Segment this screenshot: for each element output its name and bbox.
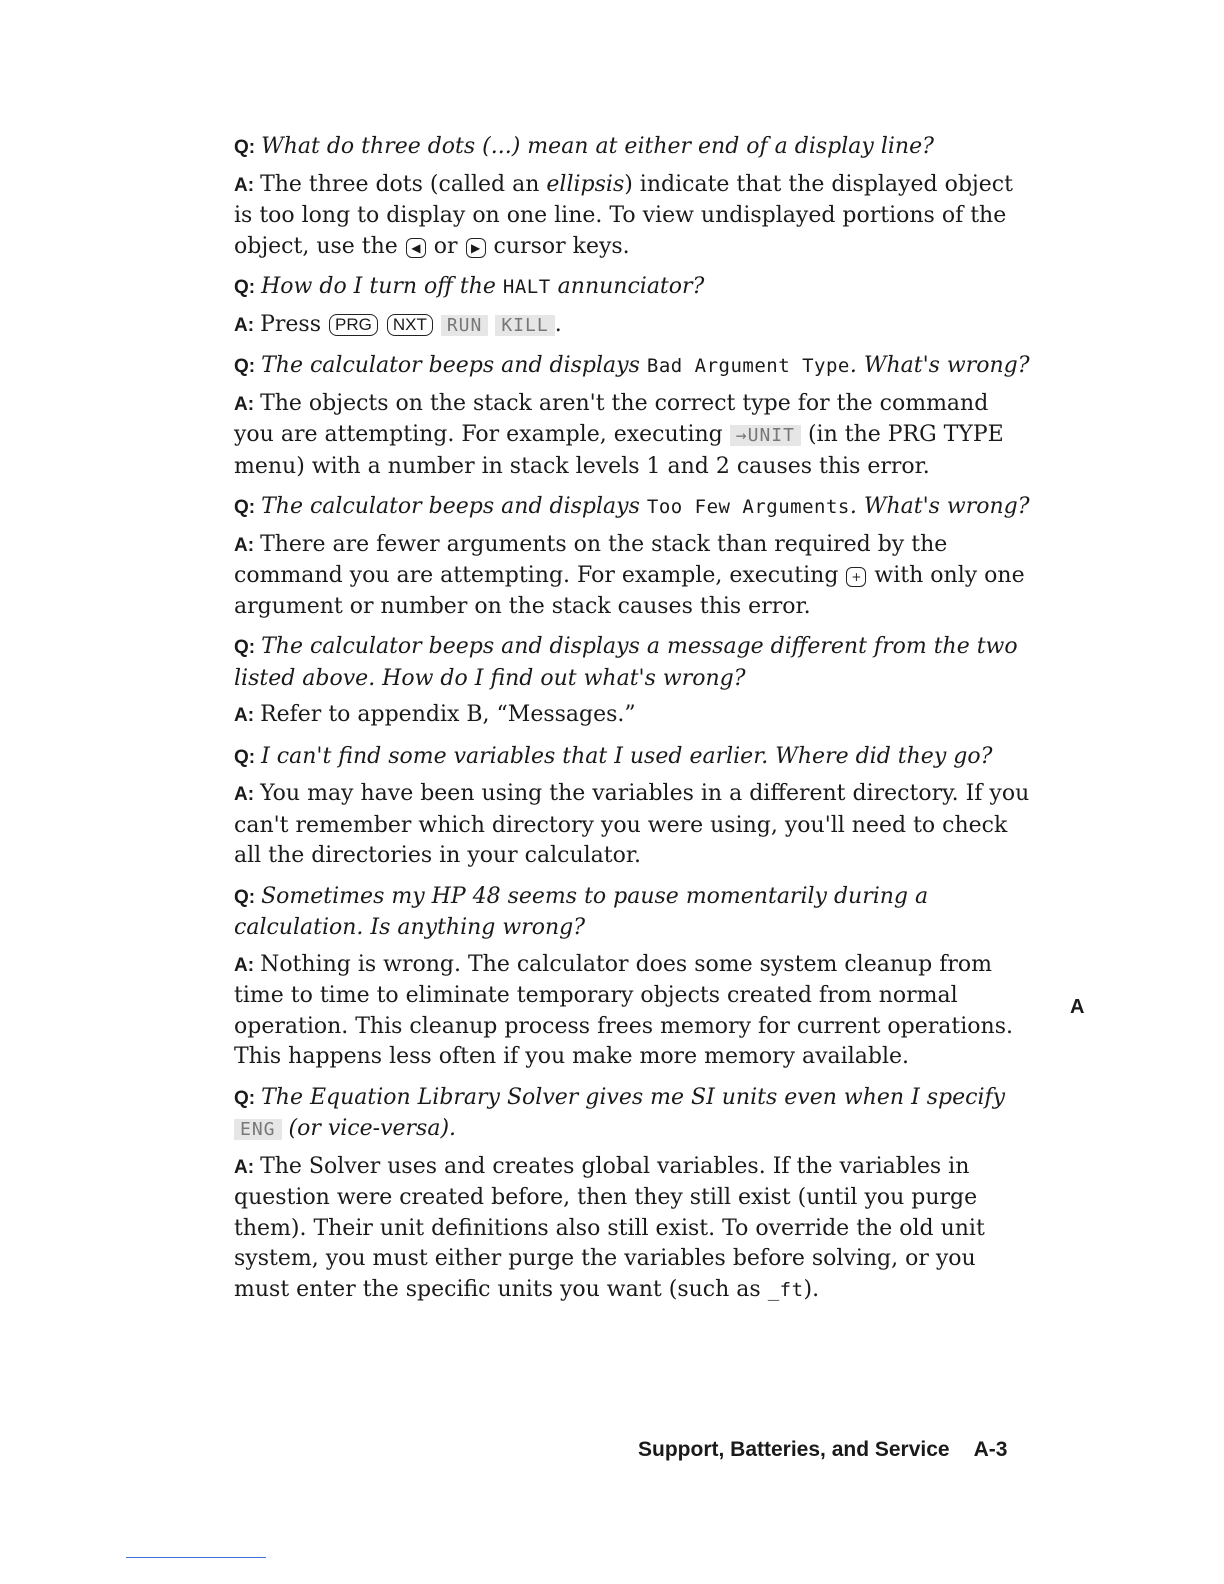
prg-key-icon: PRG	[329, 314, 378, 336]
a-label: A:	[234, 784, 255, 805]
qa-item	[234, 492, 1034, 622]
question-text: The calculator beeps and displays	[261, 353, 647, 378]
unit-example: _ft	[767, 1278, 804, 1301]
a-label: A:	[234, 705, 255, 726]
answer-text: ) indicate that the displayed object is too long to display on one line. To view undisplayed portions of the object, use the	[234, 171, 1013, 259]
answer	[234, 779, 1034, 872]
question	[234, 882, 1034, 944]
answer	[234, 389, 1034, 483]
q-label: Q:	[234, 746, 256, 768]
spacer-text	[379, 312, 386, 337]
page-footer	[638, 1438, 1007, 1462]
answer-text: ).	[803, 1276, 820, 1302]
question-text: How do I turn off the	[261, 274, 503, 299]
question-text: What do three dots (...) mean at either end of a display line?	[261, 134, 934, 159]
question-text: (or vice-versa).	[281, 1116, 457, 1141]
question-text: Sometimes my HP 48 seems to pause momentarily during a calculation. Is anything wrong?	[234, 883, 929, 940]
a-label: A:	[234, 1156, 255, 1178]
qa-item	[234, 742, 1034, 872]
answer	[234, 170, 1034, 263]
answer-text: Refer to appendix B, “Messages.”	[260, 702, 636, 727]
question	[234, 132, 1034, 164]
qa-item	[234, 132, 1034, 262]
spacer-text	[434, 312, 441, 337]
answer-text: (in the PRG TYPE menu) with a number in stack levels 1 and 2 causes this error.	[234, 422, 1004, 479]
question	[234, 742, 1034, 774]
question	[234, 351, 1034, 383]
question	[234, 632, 1034, 694]
right-arrow-key-icon: ▶	[466, 238, 486, 258]
question	[234, 492, 1034, 524]
q-label: Q:	[234, 277, 256, 298]
display-message: Bad Argument Type	[646, 355, 850, 377]
answer-text: .	[554, 311, 562, 337]
answer-text-italic: ellipsis	[546, 171, 625, 197]
answer	[234, 310, 1034, 342]
kill-softkey: KILL	[495, 315, 554, 336]
display-message: Too Few Arguments	[646, 496, 850, 518]
footer-divider	[126, 1557, 266, 1558]
answer-text: Press	[260, 311, 328, 337]
qa-item	[234, 882, 1034, 1073]
a-label: A:	[234, 314, 255, 336]
qa-item	[234, 632, 1034, 732]
question-text: annunciator?	[550, 274, 705, 299]
question-text: . What's wrong?	[849, 353, 1030, 378]
answer	[234, 700, 1034, 732]
left-arrow-key-icon: ◀	[406, 238, 426, 258]
q-label: Q:	[234, 1087, 256, 1109]
answer	[234, 530, 1034, 623]
faq-content	[234, 132, 1034, 1315]
qa-item	[234, 1083, 1034, 1306]
page-number: A-3	[973, 1438, 1008, 1461]
answer-text: The objects on the stack aren't the correct type for the command you are attempting. For example, executing	[234, 390, 989, 447]
a-label: A:	[234, 174, 255, 196]
plus-key-icon: +	[846, 567, 866, 587]
question-text: I can't find some variables that I used earlier. Where did they go?	[261, 743, 993, 769]
nxt-key-icon: NXT	[387, 314, 433, 336]
answer-text: The three dots (called an	[260, 171, 547, 197]
answer-text: or	[426, 233, 465, 259]
question-text: The calculator beeps and displays a message different from the two listed above. How do I find out what's wrong?	[234, 634, 1018, 691]
q-label: Q:	[234, 886, 256, 908]
answer	[234, 1152, 1034, 1306]
answer-text: Nothing is wrong. The calculator does some system cleanup from time to time to eliminate temporary objects created from normal operation. This cleanup process frees memory for current operations. This happens less often if you make more memory available.	[234, 951, 1013, 1069]
question	[234, 1083, 1034, 1146]
unit-softkey: →UNIT	[730, 425, 801, 446]
q-label: Q:	[234, 356, 256, 377]
question-text: The calculator beeps and displays	[261, 494, 647, 519]
halt-annunciator: HALT	[502, 276, 551, 298]
answer-text: cursor keys.	[486, 233, 630, 259]
qa-item	[234, 272, 1034, 341]
a-label: A:	[234, 534, 255, 556]
answer-text: There are fewer arguments on the stack than required by the command you are attempting. For example, executing	[234, 531, 948, 588]
a-label: A:	[234, 954, 255, 976]
q-label: Q:	[234, 137, 256, 158]
eng-softkey: ENG	[234, 1119, 282, 1140]
question	[234, 272, 1034, 304]
a-label: A:	[234, 393, 255, 415]
appendix-tab: A	[1070, 996, 1085, 1018]
qa-item	[234, 351, 1034, 482]
run-softkey: RUN	[441, 315, 489, 336]
answer	[234, 950, 1034, 1073]
q-label: Q:	[234, 637, 256, 658]
footer-section: Support, Batteries, and Service	[638, 1438, 950, 1461]
q-label: Q:	[234, 497, 256, 518]
question-text: The Equation Library Solver gives me SI units even when I specify	[261, 1084, 1006, 1110]
question-text: . What's wrong?	[849, 494, 1030, 519]
answer-text: You may have been using the variables in a different directory. If you can't remember which directory you were using, you'll need to check all the directories in your calculator.	[234, 781, 1030, 868]
answer-text: The Solver uses and creates global variables. If the variables in question were created before, then they still exist (until you purge them). Their unit definitions also still exist. To override the old unit system, you must either purge the variables before solving, or you must enter the specific units you want (such as	[234, 1153, 985, 1302]
answer-text: with only one argument or number on the stack causes this error.	[234, 563, 1025, 619]
